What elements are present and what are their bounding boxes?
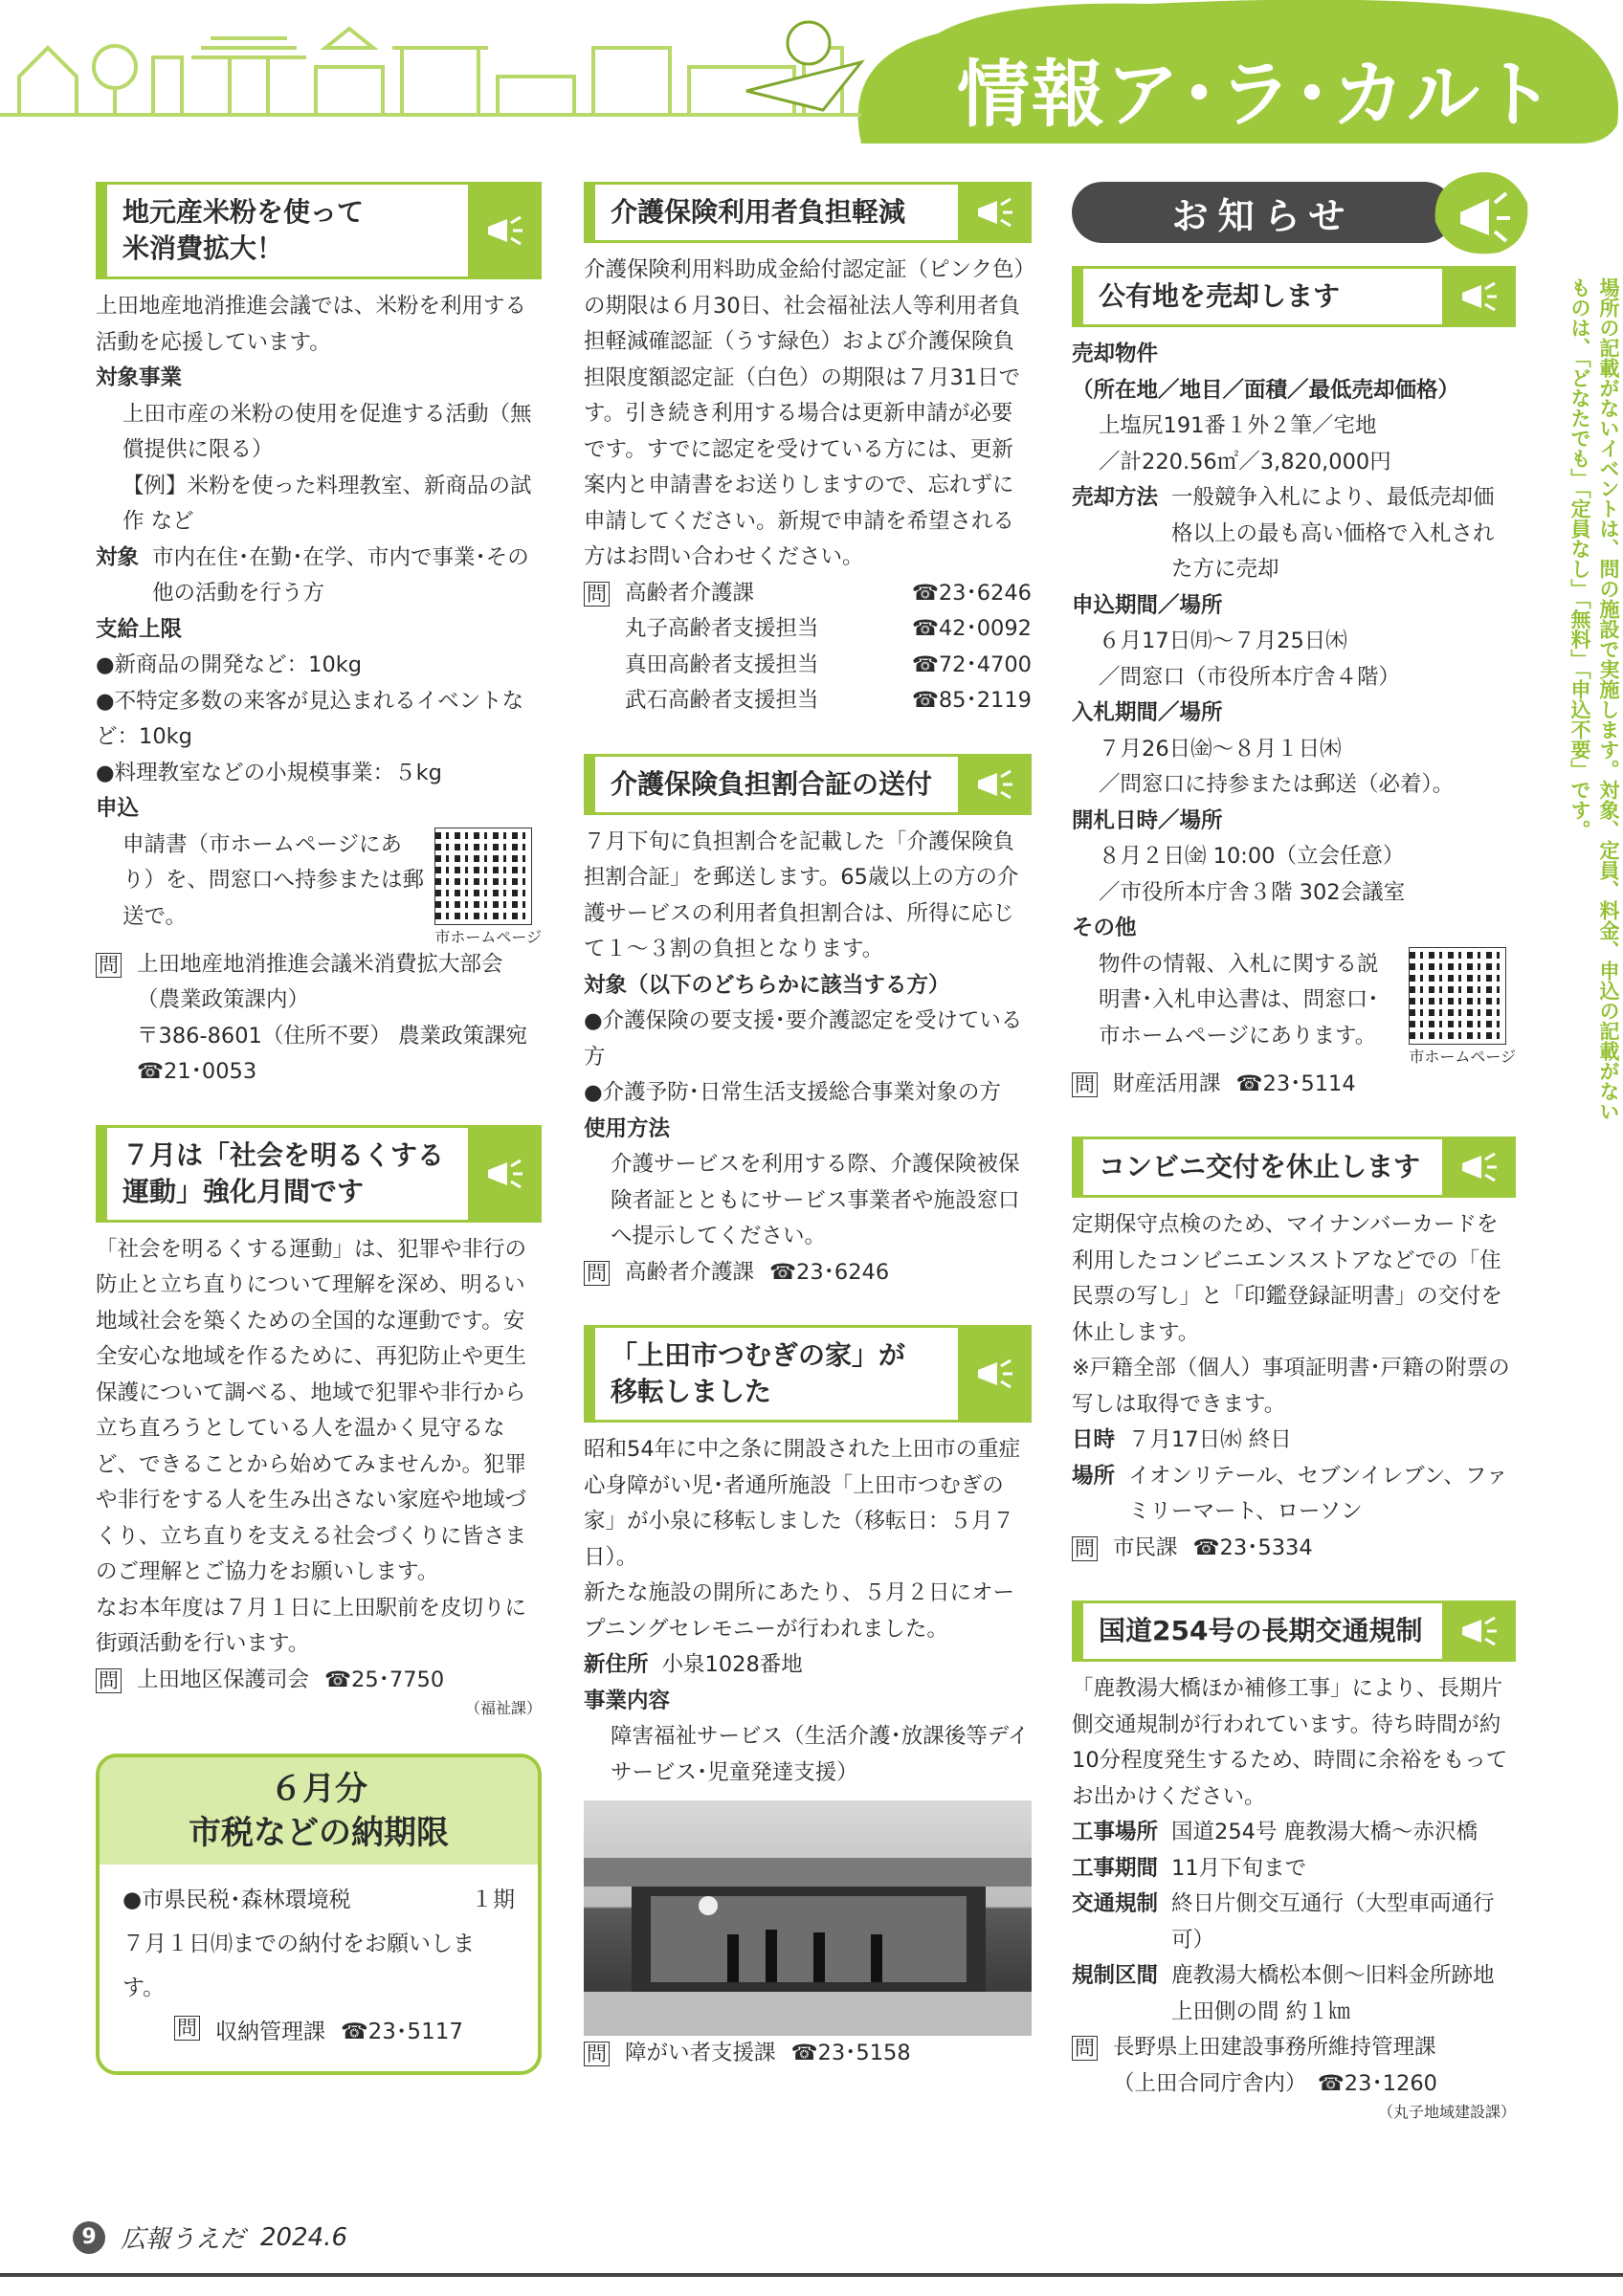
date-label: 日時 bbox=[1072, 1427, 1116, 1452]
body-text: なお本年度は７月１日に上田駅前を皮切りに街頭活動を行います。 bbox=[96, 1595, 527, 1656]
regulation-label: 交通規制 bbox=[1072, 1891, 1159, 1916]
limit-item: ●不特定多数の来客が見込まれるイベントなど：10kg bbox=[96, 688, 524, 749]
regulation-row bbox=[1072, 1887, 1516, 1958]
contact-block bbox=[96, 947, 542, 1091]
heading-apply: 申込 bbox=[96, 796, 140, 821]
contact-name: 真田高齢者支援担当 bbox=[625, 651, 819, 677]
site-row bbox=[1072, 1815, 1516, 1851]
section-title: 情報ア･ラ･カルト bbox=[957, 52, 1556, 137]
item-line: ／計220.56㎡／3,820,000円 bbox=[1099, 449, 1391, 475]
body-text: ７月下旬に負担割合を記載した「介護保険負担割合証」を郵送します。65歳以上の方の介護サービスの利用者負担割合は、所得に応じて１～３割の負担となります。 bbox=[584, 828, 1019, 961]
heading-bid: 入札期間／場所 bbox=[1072, 700, 1223, 725]
contact-row bbox=[625, 576, 1032, 612]
contact-name: 高齢者介護課 bbox=[625, 1259, 755, 1285]
site-text: 国道254号 鹿教湯大橋～赤沢橋 bbox=[1171, 1820, 1478, 1844]
address-label: 新住所 bbox=[584, 1652, 649, 1677]
megaphone-icon bbox=[1442, 1603, 1513, 1659]
title-line-1: ７月は「社会を明るくする bbox=[122, 1138, 445, 1171]
place-row bbox=[1072, 1459, 1516, 1531]
place-label: 場所 bbox=[1072, 1463, 1116, 1489]
article-title bbox=[584, 182, 1032, 243]
title-line-2: 運動」強化月間です bbox=[122, 1175, 365, 1207]
bid-line: ／問窓口に持参または郵送（必着）。 bbox=[1099, 772, 1455, 797]
other-row bbox=[1072, 947, 1516, 1067]
contact-line: （上田合同庁舎内） bbox=[1113, 2070, 1297, 2096]
limit-item: ●料理教室などの小規模事業：５kg bbox=[96, 760, 442, 785]
contact-block bbox=[122, 2010, 515, 2054]
contact-name: 高齢者介護課 bbox=[625, 580, 755, 606]
megaphone-icon bbox=[958, 185, 1029, 240]
article-title bbox=[1072, 1137, 1516, 1198]
inquiry-icon: 問 bbox=[1072, 1536, 1098, 1561]
column-middle bbox=[584, 182, 1032, 2107]
place-text: イオンリテール、セブンイレブン、ファミリーマート、ローソン bbox=[1128, 1463, 1508, 1524]
target-text: 市内在住･在勤･在学、市内で事業･その他の活動を行う方 bbox=[152, 544, 529, 606]
title-line-1: 地元産米粉を使って bbox=[122, 196, 365, 228]
contact-tel: ☎72･4700 bbox=[911, 651, 1032, 677]
contact-line: 上田地産地消推進会議米消費拡大部会 bbox=[137, 951, 503, 977]
body-text: 介護保険利用料助成金給付認定証（ピンク色）の期限は６月30日、社会福祉法人等利用者負担軽減確認証（うす緑色）および介護保険負担限度額認定証（白色）の期限は７月31日です。引き続き利用する場合は更新申請が必要です。すでに認定を受けている方には、更新案内と申請書をお送りしますので、忘れずに申請してください。新規で申請を希望される方はお問い合わせください。 bbox=[584, 257, 1025, 569]
apply-line: ６月17日㈪～７月25日㈭ bbox=[1099, 629, 1347, 653]
heading-apply: 申込期間／場所 bbox=[1072, 592, 1223, 618]
contact-tel: ☎23･5114 bbox=[1235, 1071, 1356, 1096]
notice-label: お知らせ bbox=[1171, 194, 1355, 237]
side-note: 場所の記載がないイベントは、問の施設で実施します。対象、定員、料金、申込の記載がないものは、「どなたでも」「定員なし」「無料」「申込不要」です。 bbox=[1568, 277, 1620, 1121]
apply-text: 申請書（市ホームページにあり）を、問窓口へ持参または郵送で。 bbox=[122, 831, 425, 929]
title-line-1: 介護保険負担割合証の送付 bbox=[611, 767, 933, 800]
site-label: 工事場所 bbox=[1072, 1820, 1159, 1844]
area-label: 規制区間 bbox=[1072, 1963, 1159, 1988]
megaphone-icon bbox=[1442, 269, 1513, 324]
megaphone-icon bbox=[958, 757, 1029, 812]
tax-item-row bbox=[122, 1878, 515, 1922]
contact-line: 長野県上田建設事務所維持管理課 bbox=[1113, 2035, 1436, 2060]
konbini-article bbox=[1072, 1137, 1516, 1566]
body-text: 「社会を明るくする運動」は、犯罪や非行の防止と立ち直りについて理解を深め、明るい地域社会を築くための全国的な運動です。安全安心な地域を作るために、再犯防止や更生保護について調べる、地域で犯罪や非行から立ち直ろうとしている人を温かく見守るなど、できることから始めてみませんか。犯罪や非行をする人を生み出さない家庭や地域づくり、立ち直りを支える社会づくりに皆さまのご理解とご協力をお願いします。 bbox=[96, 1236, 527, 1584]
period-label: 工事期間 bbox=[1072, 1855, 1159, 1881]
article-title bbox=[584, 754, 1032, 815]
area-row bbox=[1072, 1958, 1516, 2030]
society-campaign-article bbox=[96, 1125, 542, 1720]
contact-tel: ☎23･5334 bbox=[1192, 1534, 1313, 1560]
page-footer bbox=[73, 2219, 347, 2255]
contact-name: 丸子高齢者支援担当 bbox=[625, 616, 819, 641]
contact-tel: ☎23･6246 bbox=[911, 580, 1032, 606]
dept-note: （丸子地域建設課） bbox=[1377, 2103, 1516, 2121]
inquiry-icon: 問 bbox=[1072, 2036, 1098, 2061]
photo-illustration bbox=[584, 1800, 1032, 2036]
intro-text: 上田地産地消推進会議では、米粉を利用する活動を応援しています。 bbox=[96, 294, 527, 355]
megaphone-icon bbox=[468, 1128, 539, 1220]
tax-title-line-2: 市税などの納期限 bbox=[189, 1814, 449, 1852]
dept-note: （福祉課） bbox=[464, 1699, 542, 1717]
target-item: ●介護予防･日常生活支援総合事業対象の方 bbox=[584, 1080, 1001, 1105]
contact-name: 上田地区保護司会 bbox=[137, 1667, 310, 1692]
contact-tel: ☎42･0092 bbox=[911, 616, 1032, 641]
method-row bbox=[1072, 480, 1516, 588]
contact-tel: ☎21･0053 bbox=[137, 1059, 257, 1084]
contact-tel: ☎25･7750 bbox=[324, 1667, 445, 1692]
contact-tel: ☎23･1260 bbox=[1317, 2070, 1437, 2096]
date-row bbox=[1072, 1423, 1516, 1459]
notice-heading bbox=[1072, 182, 1455, 243]
contact-name: 収納管理課 bbox=[215, 2020, 326, 2044]
article-title bbox=[1072, 266, 1516, 327]
contact-row bbox=[625, 611, 1032, 648]
body-text: 新たな施設の開所にあたり、５月２日にオープニングセレモニーが行われました。 bbox=[584, 1580, 1015, 1642]
business-text: 障害福祉サービス（生活介護･放課後等デイサービス･児童発達支援） bbox=[611, 1724, 1030, 1785]
note-text: ※戸籍全部（個人）事項証明書･戸籍の附票の写しは取得できます。 bbox=[1072, 1356, 1510, 1417]
article-title bbox=[584, 1325, 1032, 1423]
article-title bbox=[1072, 1601, 1516, 1662]
open-line: ／市役所本庁舎３階 302会議室 bbox=[1099, 879, 1406, 905]
inquiry-icon: 問 bbox=[584, 2042, 610, 2066]
heading-business: 事業内容 bbox=[584, 1688, 671, 1713]
open-line: ８月２日㈮ 10:00（立会任意） bbox=[1099, 844, 1405, 869]
address-row bbox=[584, 1647, 1032, 1684]
megaphone-icon bbox=[468, 185, 539, 276]
contact-line: 〒386-8601（住所不要） 農業政策課宛 bbox=[137, 1023, 527, 1049]
qr-caption: 市ホームページ bbox=[434, 927, 542, 946]
target-label: 対象 bbox=[96, 544, 140, 570]
contact-name: 財産活用課 bbox=[1113, 1071, 1221, 1096]
tax-header bbox=[100, 1757, 538, 1865]
heading-target-business: 対象事業 bbox=[96, 365, 183, 390]
qr-caption: 市ホームページ bbox=[1409, 1047, 1516, 1066]
column-left bbox=[96, 182, 542, 2075]
contact-block bbox=[96, 1663, 542, 1699]
body-text: 昭和54年に中之条に開設された上田市の重症心身障がい児･者通所施設「上田市つむぎの家」が小泉に移転しました（移転日：５月７日）。 bbox=[584, 1437, 1021, 1570]
apply-row bbox=[96, 828, 542, 947]
heading-item: 売却物件 bbox=[1072, 342, 1159, 366]
contact-tel: ☎85･2119 bbox=[911, 688, 1032, 713]
contact-block bbox=[1072, 1531, 1516, 1567]
rice-flour-article bbox=[96, 182, 542, 1091]
land-sale-article bbox=[1072, 266, 1516, 1102]
contact-block bbox=[584, 1255, 1032, 1292]
contact-block bbox=[584, 576, 1032, 719]
heading-target: 対象（以下のどちらかに該当する方） bbox=[584, 972, 950, 998]
title-line-1: 公有地を売却します bbox=[1099, 280, 1341, 312]
road-regulation-article bbox=[1072, 1601, 1516, 2123]
care-burden-article bbox=[584, 182, 1032, 719]
contact-tel: ☎23･5117 bbox=[341, 2020, 463, 2044]
megaphone-icon bbox=[958, 1328, 1029, 1420]
inquiry-icon: 問 bbox=[1072, 1072, 1098, 1097]
article-title bbox=[96, 1125, 542, 1223]
issue-date: 2024.6 bbox=[260, 2222, 347, 2252]
contact-tel: ☎23･6246 bbox=[769, 1259, 890, 1285]
inquiry-icon: 問 bbox=[96, 953, 122, 978]
regulation-text: 終日片側交互通行（大型車両通行可） bbox=[1171, 1891, 1495, 1953]
heading-limit: 支給上限 bbox=[96, 616, 183, 642]
target-row bbox=[96, 541, 542, 612]
contact-block bbox=[1072, 1067, 1516, 1103]
inquiry-icon: 問 bbox=[584, 1261, 610, 1286]
qr-code[interactable] bbox=[434, 828, 532, 925]
page-number: 9 bbox=[73, 2221, 105, 2254]
qr-block bbox=[434, 828, 542, 947]
publication-name: 広報うえだ bbox=[121, 2225, 246, 2254]
method-label: 売却方法 bbox=[1072, 485, 1159, 510]
tax-deadline: ７月１日㈪までの納付をお願いします。 bbox=[122, 1932, 475, 2000]
contact-block bbox=[1072, 2030, 1516, 2102]
address-text: 小泉1028番地 bbox=[661, 1652, 803, 1677]
facility-ceremony-photo bbox=[584, 1800, 1032, 2036]
contact-name: 市民課 bbox=[1113, 1534, 1178, 1560]
tax-item: ●市県民税･森林環境税 bbox=[122, 1888, 351, 1912]
use-text: 介護サービスを利用する際、介護保険被保険者証とともにサービス事業者や施設窓口へ提示してください。 bbox=[611, 1152, 1020, 1248]
bid-line: ７月26日㈮～８月１日㈭ bbox=[1099, 736, 1342, 762]
contact-name: 障がい者支援課 bbox=[625, 2041, 776, 2065]
contact-line: （農業政策課内） bbox=[137, 987, 310, 1012]
method-text: 一般競争入札により、最低売却価格以上の最も高い価格で入札された方に売却 bbox=[1171, 485, 1495, 582]
apply-line: ／問窓口（市役所本庁舎４階） bbox=[1099, 664, 1401, 690]
heading-item-sub: （所在地／地目／面積／最低売却価格） bbox=[1072, 377, 1460, 403]
area-text: 鹿教湯大橋松本側～旧料金所跡地上田側の間 約１㎞ bbox=[1171, 1963, 1495, 2024]
contact-name: 武石高齢者支援担当 bbox=[625, 688, 819, 713]
period-text: 11月下旬まで bbox=[1171, 1855, 1307, 1881]
heading-other: その他 bbox=[1072, 916, 1137, 940]
date-text: ７月17日㈬ 終日 bbox=[1128, 1427, 1292, 1452]
limit-item: ●新商品の開発など：10kg bbox=[96, 652, 363, 677]
contact-block bbox=[584, 2036, 1032, 2072]
care-ratio-article bbox=[584, 754, 1032, 1292]
period-row bbox=[1072, 1851, 1516, 1888]
other-text: 物件の情報、入札に関する説明書･入札申込書は、問窓口･市ホームページにあります。 bbox=[1099, 951, 1379, 1049]
heading-open: 開札日時／場所 bbox=[1072, 807, 1223, 833]
item-line: 上塩尻191番１外２筆／宅地 bbox=[1099, 413, 1377, 438]
article-title bbox=[96, 182, 542, 279]
title-line-1: 「上田市つむぎの家」が bbox=[611, 1339, 906, 1371]
contact-row bbox=[625, 648, 1032, 684]
title-line-1: 介護保険利用者負担軽減 bbox=[611, 196, 906, 228]
qr-block bbox=[1409, 947, 1516, 1067]
title-line-1: コンビニ交付を休止します bbox=[1099, 1151, 1421, 1182]
title-line-2: 移転しました bbox=[611, 1376, 772, 1407]
target-item: ●介護保険の要支援･要介護認定を受けている方 bbox=[584, 1008, 1023, 1070]
body-text: 「鹿教湯大橋ほか補修工事」により、長期片側交通規制が行われています。待ち時間が約10分程度発生するため、時間に余裕をもってお出かけください。 bbox=[1072, 1676, 1508, 1809]
contact-row bbox=[625, 683, 1032, 719]
tax-deadline-box bbox=[96, 1754, 542, 2075]
inquiry-icon: 問 bbox=[96, 1668, 122, 1693]
heading-use: 使用方法 bbox=[584, 1115, 671, 1141]
tsumugi-article bbox=[584, 1325, 1032, 2072]
title-line-1: 国道254号の長期交通規制 bbox=[1099, 1615, 1423, 1646]
business-text: 上田市産の米粉の使用を促進する活動（無償提供に限る） bbox=[122, 401, 532, 462]
example-text: 【例】米粉を使った料理教室、新商品の試作 など bbox=[122, 473, 532, 534]
inquiry-icon: 問 bbox=[584, 582, 610, 607]
inquiry-icon: 問 bbox=[174, 2016, 200, 2041]
contact-tel: ☎23･5158 bbox=[790, 2041, 911, 2065]
footer-rule bbox=[0, 2273, 1623, 2277]
title-line-2: 米消費拡大！ bbox=[122, 232, 284, 264]
tax-body bbox=[100, 1865, 538, 2071]
tax-title-line-1: ６月分 bbox=[270, 1770, 367, 1808]
qr-code[interactable] bbox=[1409, 947, 1506, 1045]
column-right bbox=[1072, 182, 1516, 2157]
body-text: 定期保守点検のため、マイナンバーカードを利用したコンビニエンスストアなどでの「住民票の写し」と「印鑑登録証明書」の交付を休止します。 bbox=[1072, 1212, 1503, 1345]
megaphone-icon bbox=[1442, 1139, 1513, 1195]
tax-period: １期 bbox=[471, 1888, 515, 1912]
megaphone-icon bbox=[1432, 165, 1531, 256]
